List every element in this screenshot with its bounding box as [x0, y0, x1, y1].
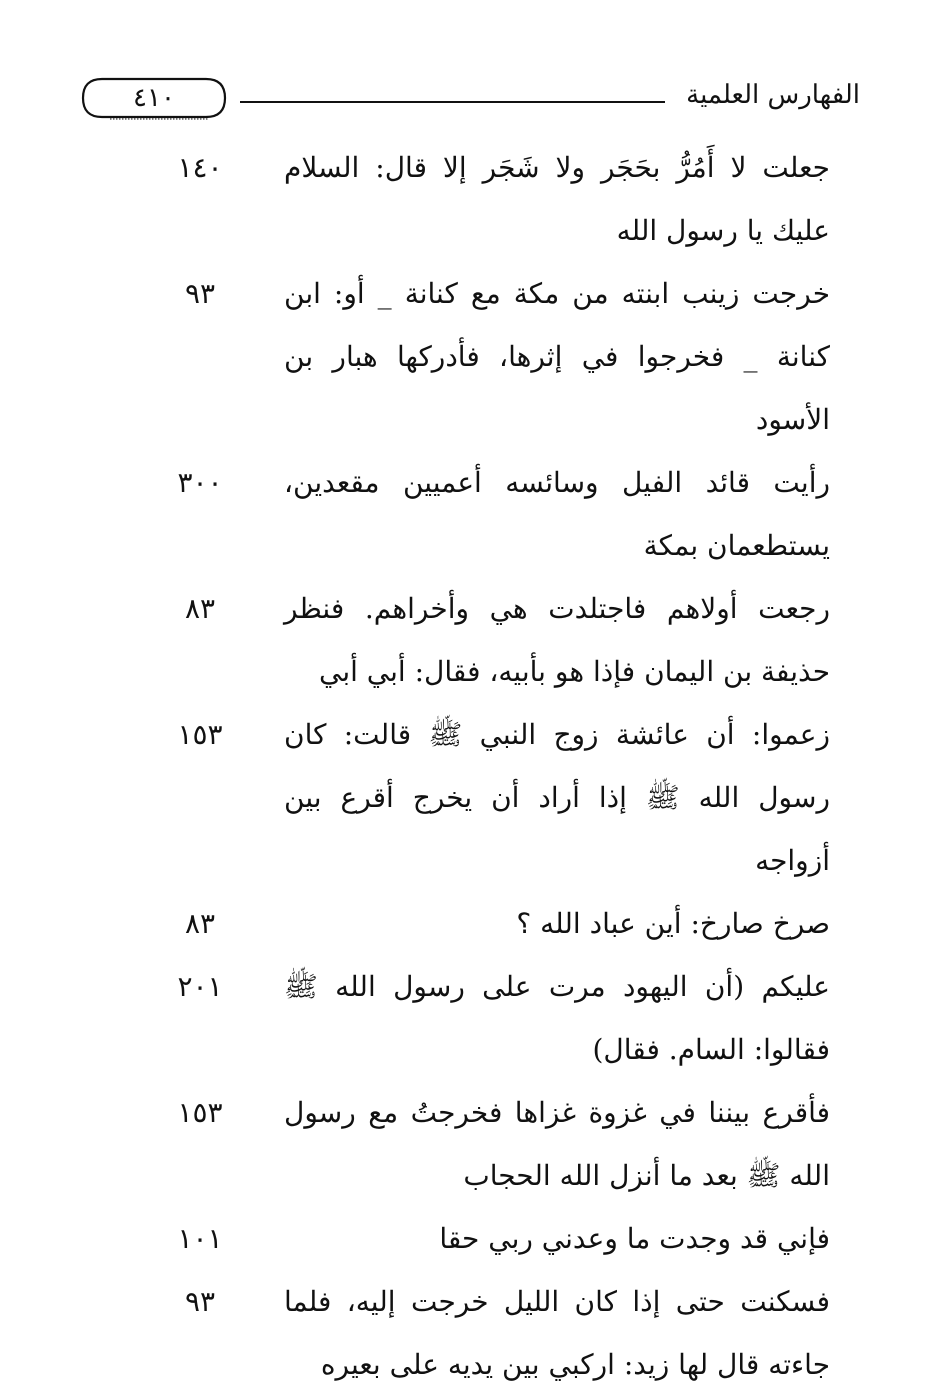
entry-text: فأقرع بيننا في غزوة غزاها فخرجتُ مع رسول الله ﷺ بعد ما أنزل الله الحجاب [284, 1096, 830, 1192]
index-entry [0, 892, 946, 955]
entry-page-ref: ٨٣ [184, 907, 216, 940]
index-entry [0, 1081, 946, 1207]
entry-text: زعموا: أن عائشة زوج النبي ﷺ قالت: كان رسول الله ﷺ إذا أراد أن يخرج أقرع بين أزواجه [284, 718, 830, 877]
index-list [0, 136, 946, 1396]
entry-page-ref: ٩٣ [184, 277, 216, 310]
entry-page-ref: ٣٠٠ [177, 466, 223, 499]
index-entry [0, 1270, 946, 1396]
header-rule [240, 101, 665, 103]
section-title: الفهارس العلمية [686, 80, 860, 110]
entry-text: رأيت قائد الفيل وسائسه أعميين مقعدين، يستطعمان بمكة [284, 466, 830, 562]
entry-text: جعلت لا أَمُرُّ بحَجَر ولا شَجَر إلا قال: السلام عليك يا رسول الله [284, 151, 830, 247]
entry-text: صرخ صارخ: أين عباد الله ؟ [516, 907, 830, 940]
entry-text: فإني قد وجدت ما وعدني ربي حقا [439, 1222, 830, 1255]
page-number: ٤١٠ [133, 83, 175, 113]
entry-page-ref: ٨٣ [184, 592, 216, 625]
index-entry [0, 262, 946, 451]
index-entry [0, 136, 946, 262]
entry-text: عليكم (أن اليهود مرت على رسول الله ﷺ فقالوا: السام. فقال) [284, 970, 830, 1066]
entry-page-ref: ٩٣ [184, 1285, 216, 1318]
entry-page-ref: ١٥٣ [177, 1096, 223, 1129]
entry-text: خرجت زينب ابنته من مكة مع كنانة _ أو: ابن كنانة _ فخرجوا في إثرها، فأدركها هبار بن الأسود [284, 277, 830, 436]
index-entry [0, 1207, 946, 1270]
page-header [80, 70, 860, 130]
index-entry [0, 451, 946, 577]
entry-text: رجعت أولاهم فاجتلدت هي وأخراهم. فنظر حذيفة بن اليمان فإذا هو بأبيه، فقال: أبي أبي [284, 592, 830, 688]
entry-text: فسكنت حتى إذا كان الليل خرجت إليه، فلما جاءته قال لها زيد: اركبي بين يديه على بعيره [284, 1285, 830, 1381]
entry-page-ref: ١٤٠ [177, 151, 223, 184]
entry-page-ref: ٢٠١ [177, 970, 223, 1003]
entry-page-ref: ١٥٣ [177, 718, 223, 751]
page-number-badge [80, 76, 228, 120]
entry-page-ref: ١٠١ [177, 1222, 223, 1255]
index-entry [0, 577, 946, 703]
index-entry [0, 703, 946, 892]
index-entry [0, 955, 946, 1081]
